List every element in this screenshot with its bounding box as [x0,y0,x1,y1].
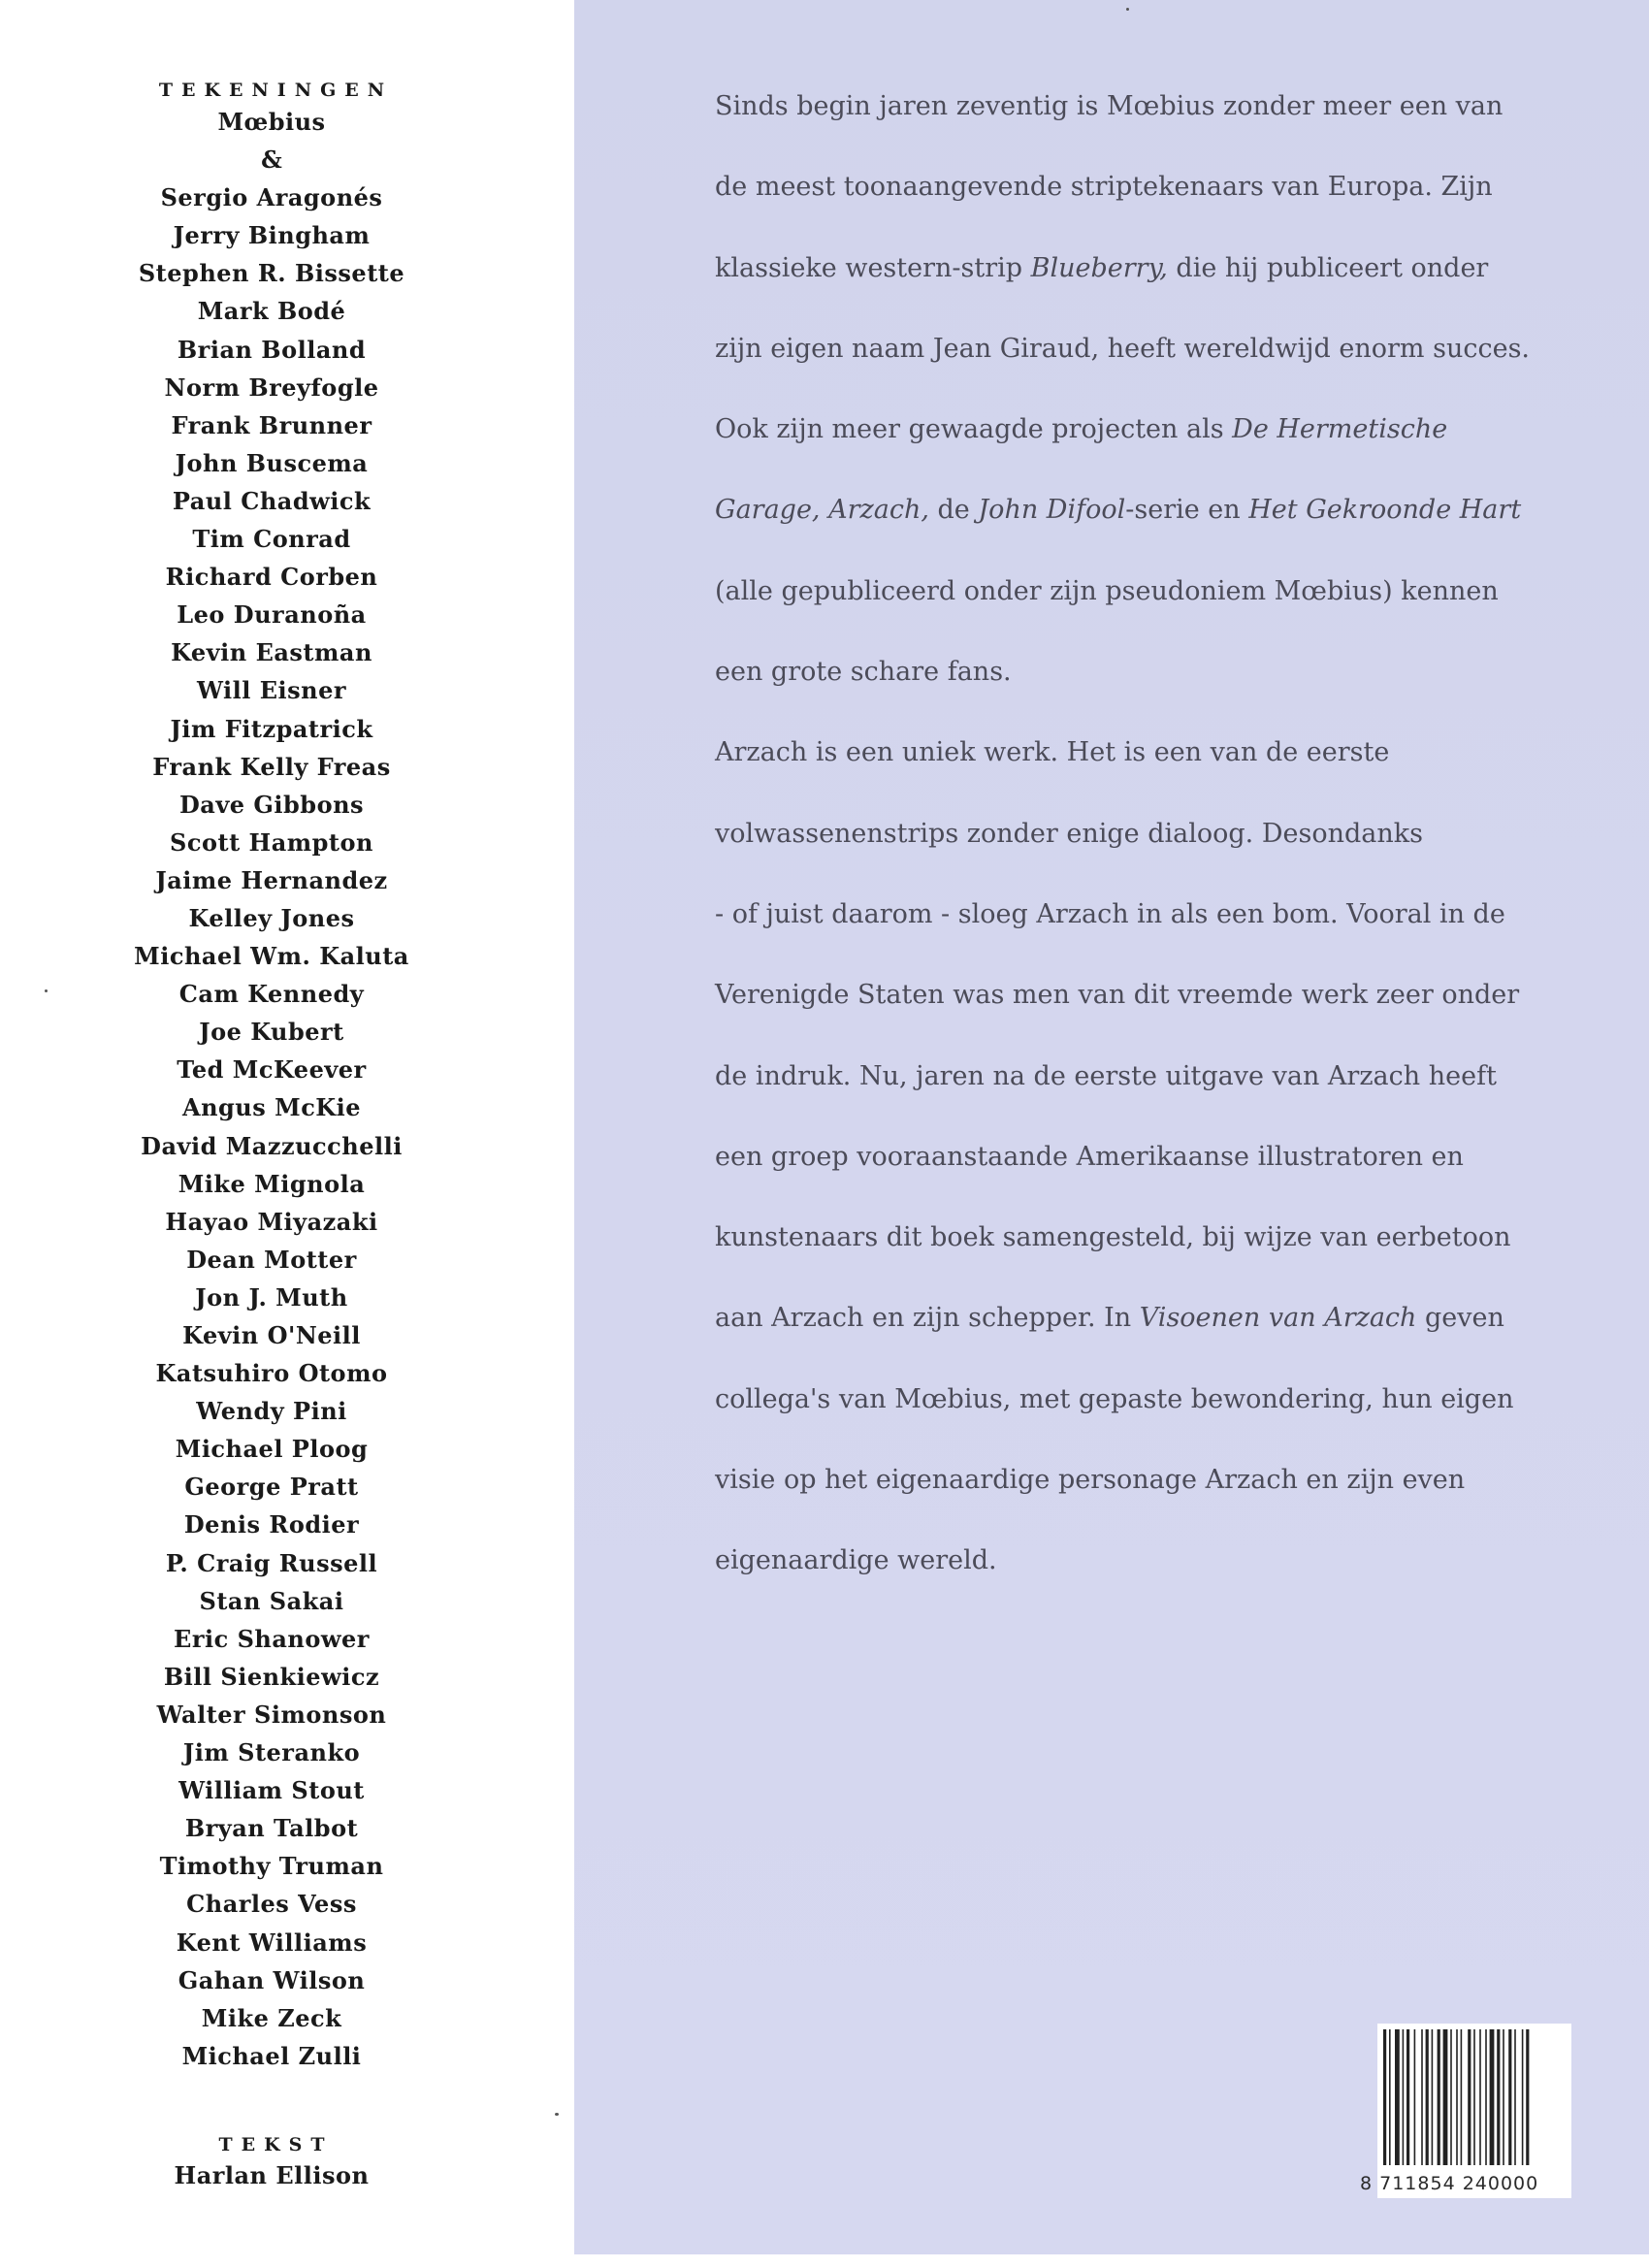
artist-name: Walter Simonson [156,1700,387,1729]
artist-name: Joe Kubert [199,1018,344,1047]
barcode-bar [1485,2029,1487,2165]
credits-column [0,0,574,2268]
barcode-bar [1526,2029,1529,2165]
lead-artist: Mœbius [217,108,326,136]
blurb-line: Arzach is een uniek werk. Het is een van de eerste [715,737,1390,768]
barcode-bar [1406,2029,1409,2165]
artist-name: Hayao Miyazaki [165,1207,378,1236]
title-john-difool: John Difool [978,495,1126,526]
artist-name: Kevin O'Neill [182,1321,361,1349]
artist-name: Jerry Bingham [173,221,371,250]
artist-name: Michael Wm. Kaluta [134,942,409,971]
artist-name: Kevin Eastman [171,638,372,667]
blurb-line: - of juist daarom - sloeg Arzach in als een bom. Vooral in de [715,898,1505,929]
artist-name: P. Craig Russell [165,1548,378,1577]
artist-name: Mike Zeck [201,2003,342,2032]
blurb-line: collega's van Mœbius, met gepaste bewondering, hun eigen [715,1383,1514,1414]
barcode-bar [1421,2029,1423,2165]
artist-name: Frank Brunner [171,410,372,439]
barcode-bar [1443,2029,1448,2165]
blurb-line: klassieke western-strip Blueberry, die hij publiceert onder [715,252,1489,283]
barcode-bar [1450,2029,1452,2165]
blurb-text [715,66,1588,1602]
artist-name: Sergio Aragonés [160,183,383,212]
artist-name: Wendy Pini [196,1397,347,1426]
barcode-bar [1438,2029,1440,2165]
blurb-line: Sinds begin jaren zeventig is Mœbius zonder meer een van [715,91,1504,121]
artist-name: Mark Bodé [197,297,346,326]
artist-name: Stan Sakai [199,1586,344,1615]
artist-name: Paul Chadwick [172,486,372,515]
blurb-line: kunstenaars dit boek samengesteld, bij wijze van eerbetoon [715,1222,1511,1253]
barcode-bar [1403,2029,1405,2165]
title-visoenen: Visoenen van Arzach [1139,1303,1417,1334]
blurb-line: een groep vooraanstaande Amerikaanse illustratoren en [715,1141,1464,1172]
blurb-line: volwassenenstrips zonder enige dialoog. Desondanks [715,818,1423,849]
artist-name: Dean Motter [186,1245,357,1274]
dust-speck [1126,8,1129,11]
blurb-line: de indruk. Nu, jaren na de eerste uitgave van Arzach heeft [715,1060,1497,1091]
artist-name: Michael Zulli [181,2041,362,2070]
text-heading: TEKST [218,2133,334,2155]
artist-name: Leo Duranoña [177,600,367,630]
ampersand: & [261,146,282,175]
blurb-line: eigenaardige wereld. [715,1545,997,1576]
artist-name: Norm Breyfogle [164,373,379,402]
blurb-line: (alle gepubliceerd onder zijn pseudoniem Mœbius) kennen [715,575,1499,606]
blurb-panel [574,0,1649,2254]
artist-name: Katsuhiro Otomo [155,1359,388,1388]
barcode-bar [1426,2029,1429,2165]
dust-speck [555,2113,559,2116]
artist-name: Dave Gibbons [178,790,365,819]
artist-name: John Buscema [175,448,369,477]
artist-name: Brian Bolland [177,335,367,364]
artist-name: David Mazzucchelli [141,1131,403,1160]
title-garage-arzach: Garage, Arzach, [715,495,929,526]
barcode-bar [1490,2029,1495,2165]
blurb-line: Verenigde Staten was men van dit vreemde werk zeer onder [715,980,1520,1011]
barcode-bar [1479,2029,1481,2165]
artist-list [97,178,446,2075]
artist-name: Jaime Hernandez [155,865,388,894]
barcode-bar [1389,2029,1391,2165]
artist-name: Jim Steranko [182,1738,361,1767]
artist-name: Kelley Jones [188,903,355,932]
dust-speck [45,989,48,992]
barcode-bar [1522,2029,1524,2165]
blurb-line: de meest toonaangevende striptekenaars van Europa. Zijn [715,172,1493,203]
barcode-bar [1456,2029,1458,2165]
artist-name: Denis Rodier [183,1510,360,1539]
credits-list [97,78,446,2194]
artist-name: Stephen R. Bissette [138,259,405,288]
barcode-bar [1383,2029,1386,2165]
blurb-line: een grote schare fans. [715,657,1012,688]
barcode-bar [1514,2029,1516,2165]
barcode-bar [1497,2029,1500,2165]
barcode-bar [1508,2029,1511,2165]
barcode-bar [1473,2029,1475,2165]
blurb-line: zijn eigen naam Jean Giraud, heeft wereldwijd enorm succes. [715,333,1531,364]
artist-name: Will Eisner [196,676,347,705]
artist-name: Tim Conrad [192,525,351,554]
artist-name: Jim Fitzpatrick [170,714,373,743]
blurb-line: Ook zijn meer gewaagde projecten als De Hermetische [715,414,1448,445]
barcode-bar [1432,2029,1434,2165]
artist-name: Bill Sienkiewicz [163,1662,380,1691]
barcode-bar [1395,2029,1400,2165]
artist-name: George Pratt [184,1473,359,1502]
spacer [97,2075,446,2132]
blurb-line: aan Arzach en zijn schepper. In Visoenen van Arzach geven [715,1303,1504,1334]
barcode-bar [1414,2029,1416,2165]
artist-name: Kent Williams [176,1928,368,1957]
barcode-bar [1461,2029,1463,2165]
artist-name: Bryan Talbot [184,1814,359,1843]
artist-name: Timothy Truman [159,1852,384,1881]
text-author: Harlan Ellison [174,2160,370,2189]
artist-name: Richard Corben [165,563,378,592]
artist-name: Scott Hampton [170,827,373,857]
barcode [1377,2024,1571,2198]
artist-name: Cam Kennedy [178,980,365,1009]
artist-name: Jon J. Muth [195,1282,348,1312]
artist-name: Michael Ploog [175,1435,369,1464]
title-blueberry: Blueberry, [1030,252,1168,283]
drawings-heading: TEKENINGEN [158,80,394,101]
blurb-line: visie op het eigenaardige personage Arzach en zijn even [715,1465,1466,1496]
title-hermetische: De Hermetische [1232,414,1448,445]
artist-name: Ted McKeever [177,1055,367,1085]
artist-name: William Stout [178,1776,365,1805]
barcode-bar [1468,2029,1471,2165]
title-gekroonde-hart: Het Gekroonde Hart [1248,495,1522,526]
barcode-bar [1503,2029,1504,2165]
blurb-line: Garage, Arzach, de John Difool-serie en Het Gekroonde Hart [715,495,1522,526]
artist-name: Gahan Wilson [178,1965,366,1994]
artist-name: Eric Shanower [174,1624,370,1653]
artist-name: Frank Kelly Freas [152,752,391,781]
artist-name: Mike Mignola [178,1169,366,1198]
artist-name: Angus McKie [181,1093,362,1122]
barcode-number: 8 711854 240000 [1360,2173,1539,2194]
artist-name: Charles Vess [186,1890,357,1919]
